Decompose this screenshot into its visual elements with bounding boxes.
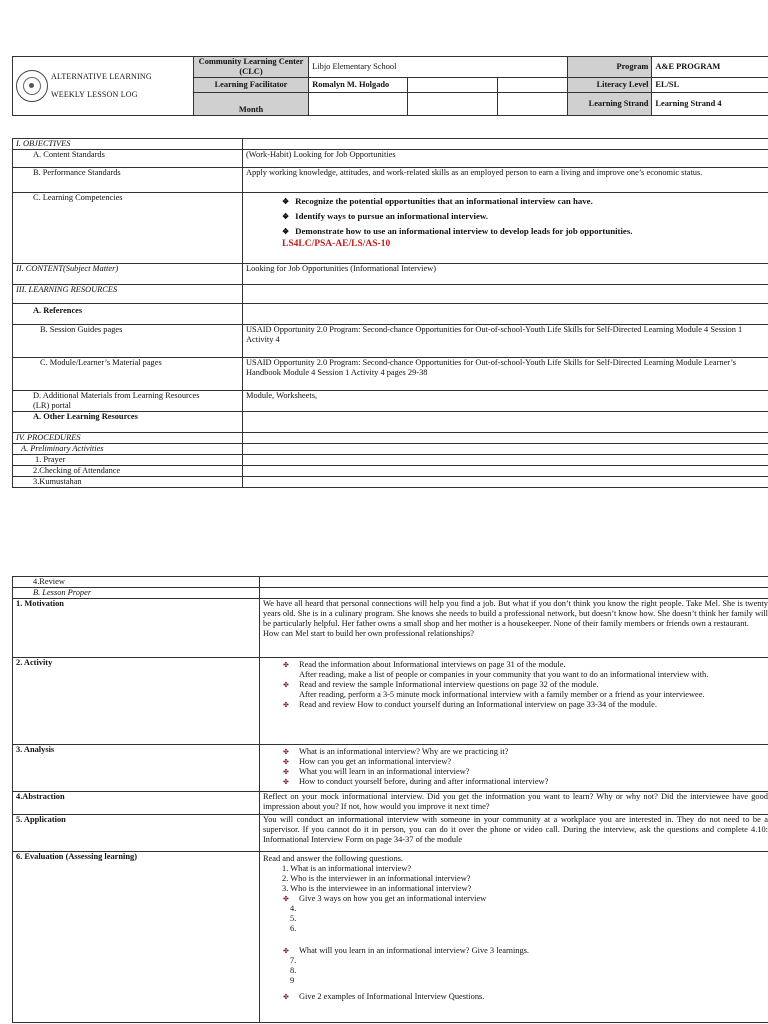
evaluation-label: 6. Evaluation (Assessing learning) [13,852,260,1023]
review-label: 4.Review [13,577,260,588]
content-value: Looking for Job Opportunities (Informational Interview) [243,264,768,285]
lesson-proper-blank [260,588,768,599]
analysis-value [260,745,768,792]
month-blank-1 [309,93,408,116]
answer-line-7: 7. [290,956,297,965]
activity-item-2-sub: After reading, perform a 3-5 minute mock informational interview with a family member or a friend as your interviewee. [299,690,705,699]
competency-3 [246,224,768,239]
facilitator-value: Romalyn M. Holgado [309,78,408,93]
competency-3-text: Demonstrate how to use an informational interview to develop leads for job opportunities. [295,226,633,236]
preliminary-activities-label: A. Preliminary Activities [13,444,243,455]
competency-2-text: Identify ways to pursue an informational interview. [295,211,488,221]
activity-value [260,658,768,745]
learning-competencies-label: C. Learning Competencies [13,193,243,264]
competency-1 [246,194,768,209]
spacer [263,934,768,946]
analysis-item-4: ✤ How to conduct yourself before, during and after informational interview? [263,777,768,787]
abstraction-label: 4.Abstraction [13,792,260,815]
procedures-heading-blank [243,433,768,444]
procedures-heading: IV. PROCEDURES [13,433,243,444]
analysis-item-3: ✤ What you will learn in an informational interview? [263,767,768,777]
learning-competencies-value [243,193,768,264]
ways-prompt: ✤ Give 3 ways on how you get an informational interview [263,894,768,904]
answer-line-9: 9 [290,976,295,985]
competency-2 [246,209,768,224]
motivation-text: We have all heard that personal connections will help you find a job. But what if you don’t think you know the right people. Take Mel. She is twenty years old. She is in a culinary program. She knows she needs to build a professional network, but doesn’t know how. She doesn’t think her family will be particularly helpful. Her father owns a small shop and her mother is a housekeeper. None of their family members or friends own a restaurant. [263,599,768,628]
resources-heading-blank [243,285,768,304]
examples-prompt: ✤ Give 2 examples of Informational Interview Questions. [263,992,768,1002]
competency-code: LS4LC/PSA-AE/LS/AS-10 [282,239,391,249]
strand-value: Learning Strand 4 [652,93,768,116]
activity-item-1: ✤ Read the information about Informational interviews on page 31 of the module. [263,660,768,670]
month-blank-3 [498,93,568,116]
logo-text [51,68,152,104]
prayer-blank [243,455,768,466]
objectives-heading-blank [243,139,768,150]
diamond-bullet-icon: ❖ [282,212,290,221]
kumustahan-blank [243,477,768,488]
facilitator-blank-1 [407,78,497,93]
references-blank [243,304,768,325]
lesson-plan-table-page1 [12,138,768,488]
logo-line-1: ALTERNATIVE LEARNING [51,72,152,81]
activity-label: 2. Activity [13,658,260,745]
review-blank [260,577,768,588]
evaluation-intro: Read and answer the following questions. [263,854,404,863]
performance-standards-label: B. Performance Standards [13,168,243,193]
deped-seal-icon [16,70,48,102]
module-pages-value: USAID Opportunity 2.0 Program: Second-chance Opportunities for Out-of-school-Youth Life Skills for Self-Directed Learning Module Learner’s Handbook Module 4 Session 1 Activity 4 pages 29-38 [243,358,768,391]
content-standards-value: (Work-Habit) Looking for Job Opportunities [243,150,768,168]
kumustahan-label: 3.Kumustahan [13,477,243,488]
diamond-bullet-icon: ❖ [282,197,290,206]
analysis-item-1: ✤ What is an informational interview? Why are we practicing it? [263,747,768,757]
additional-materials-label: D. Additional Materials from Learning Resources (LR) portal [13,391,243,412]
other-resources-label: A. Other Learning Resources [13,412,243,433]
facilitator-label: Learning Facilitator [193,78,308,93]
facilitator-blank-2 [498,78,568,93]
other-resources-blank [243,412,768,433]
preliminary-blank [243,444,768,455]
answer-line-8: 8. [290,966,297,975]
lesson-log-header [12,56,768,116]
activity-item-1-sub: After reading, make a list of people or companies in your community that you want to do an informational interview with. [299,670,709,679]
strand-label: Learning Strand [567,93,652,116]
evaluation-question-1: 1. What is an informational interview? [282,864,412,873]
performance-standards-value: Apply working knowledge, attitudes, and work-related skills as an employed person to earn a living and improve one’s economic status. [243,168,768,193]
prayer-label: 1. Prayer [13,455,243,466]
analysis-item-2: ✤ How can you get an informational interview? [263,757,768,767]
clc-value: Libjo Elementary School [309,57,567,78]
session-guides-label: B. Session Guides pages [13,325,243,358]
diamond-bullet-icon: ❖ [282,227,290,236]
application-value: You will conduct an informational interview with someone in your community at a workplace you are interested in. They do not need to be a supervisor. If you cannot do it in person, you can do it over the phone or video call. During the interview, ask the questions and complete 4.10: Informational Interview Form on page 34-37 of the module [260,815,768,852]
activity-item-3: ✤ Read and review How to conduct yourself during an Informational interview on page 33-34 of the module. [263,700,768,710]
abstraction-value: Reflect on your mock informational interview. Did you get the information you want to learn? Why or why not? Did the interviewee have good impression about you? If not, how would you improve it next time? [260,792,768,815]
literacy-label: Literacy Level [567,78,652,93]
attendance-label: 2.Checking of Attendance [13,466,243,477]
additional-materials-value: Module, Worksheets, [243,391,768,412]
literacy-value: EL/SL [652,78,768,93]
answer-line-5: 5. [290,914,297,923]
content-heading: II. CONTENT(Subject Matter) [13,264,243,285]
references-label: A. References [13,304,243,325]
motivation-label: 1. Motivation [13,599,260,658]
lesson-plan-table-page2 [12,576,768,1023]
evaluation-question-2: 2. Who is the interviewer in an informational interview? [282,874,471,883]
content-standards-label: A. Content Standards [13,150,243,168]
competency-1-text: Recognize the potential opportunities that an informational interview can have. [295,196,593,206]
clc-label: Community Learning Center (CLC) [193,57,308,78]
motivation-value [260,599,768,658]
objectives-heading: I. OBJECTIVES [13,139,243,150]
resources-heading: III. LEARNING RESOURCES [13,285,243,304]
logo-cell [13,57,194,116]
module-pages-label: C. Module/Learner’s Material pages [13,358,243,391]
motivation-question: How can Mel start to build her own professional relationships? [263,629,474,638]
application-label: 5. Application [13,815,260,852]
month-label: Month [193,93,308,116]
program-label: Program [567,57,652,78]
evaluation-question-3: 3. Who is the interviewee in an informational interview? [282,884,472,893]
answer-line-4: 4. [290,904,297,913]
attendance-blank [243,466,768,477]
program-value: A&E PROGRAM [652,57,768,78]
analysis-label: 3. Analysis [13,745,260,792]
activity-item-2: ✤ Read and review the sample Informational interview questions on page 32 of the module. [263,680,768,690]
evaluation-value [260,852,768,1023]
learn-prompt: ✤ What will you learn in an informational interview? Give 3 learnings. [263,946,768,956]
lesson-proper-label: B. Lesson Proper [13,588,260,599]
session-guides-value: USAID Opportunity 2.0 Program: Second-chance Opportunities for Out-of-school-Youth Life Skills for Self-Directed Learning Module 4 Session 1 Activity 4 [243,325,768,358]
logo-line-2: WEEKLY LESSON LOG [51,90,138,99]
answer-line-6: 6. [290,924,297,933]
month-blank-2 [407,93,497,116]
